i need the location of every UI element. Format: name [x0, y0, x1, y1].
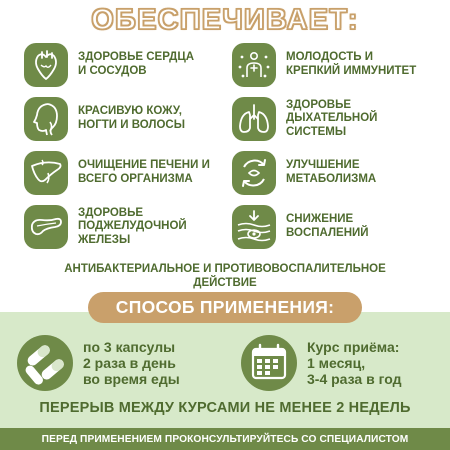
benefit-label: ОЧИЩЕНИЕ ПЕЧЕНИ И ВСЕГО ОРГАНИЗМА [78, 159, 210, 185]
youth-immunity-icon [232, 43, 276, 87]
benefit-inflammation [232, 205, 369, 249]
face-skin-icon [24, 97, 68, 141]
antibacterial-note: АНТИБАКТЕРИАЛЬНОЕ И ПРОТИВОВОСПАЛИТЕЛЬНОЕ ДЕЙСТВИЕ [64, 263, 386, 290]
lungs-icon [232, 97, 276, 141]
calendar-icon [240, 334, 298, 392]
benefit-label: ЗДОРОВЬЕ ПОДЖЕЛУДОЧНОЙ ЖЕЛЕЗЫ [78, 206, 187, 246]
benefit-label: МОЛОДОСТЬ И КРЕПКИЙ ИММУНИТЕТ [286, 51, 417, 77]
usage-course [240, 334, 401, 392]
benefit-label: СНИЖЕНИЕ ВОСПАЛЕНИЙ [286, 213, 369, 239]
method-title: СПОСОБ ПРИМЕНЕНИЯ: [115, 297, 335, 317]
benefit-metabolism [232, 151, 376, 195]
usage-dosage [16, 334, 180, 392]
benefit-liver [24, 151, 210, 195]
benefit-label: ЗДОРОВЬЕ ДЫХАТЕЛЬНОЙ СИСТЕМЫ [286, 98, 378, 138]
benefit-label: УЛУЧШЕНИЕ МЕТАБОЛИЗМА [286, 159, 377, 185]
footer-warning [0, 428, 450, 450]
inflammation-icon [232, 205, 276, 249]
benefit-label: ЗДОРОВЬЕ СЕРДЦА И СОСУДОВ [78, 51, 195, 77]
benefit-skin [24, 97, 185, 141]
page-title: ОБЕСПЕЧИВАЕТ: [91, 4, 359, 36]
metabolism-icon [232, 151, 276, 195]
benefit-lungs [232, 97, 377, 141]
pancreas-icon [24, 205, 68, 249]
heart-icon [24, 43, 68, 87]
method-title-badge [88, 292, 362, 323]
benefit-label: КРАСИВУЮ КОЖУ, НОГТИ И ВОЛОСЫ [78, 105, 185, 131]
benefit-pancreas [24, 205, 187, 249]
footer-text: ПЕРЕД ПРИМЕНЕНИЕМ ПРОКОНСУЛЬТИРУЙТЕСЬ СО СПЕЦИАЛИСТОМ [41, 433, 409, 445]
capsules-icon [16, 334, 74, 392]
benefit-youth-immunity [232, 43, 416, 87]
benefit-heart [24, 43, 194, 87]
dosage-text: по 3 капсулы 2 раза в день во время еды [83, 338, 180, 388]
liver-icon [24, 151, 68, 195]
course-text: Курс приёма: 1 месяц, 3-4 раза в год [307, 338, 402, 388]
break-note: ПЕРЕРЫВ МЕЖДУ КУРСАМИ НЕ МЕНЕЕ 2 НЕДЕЛЬ [39, 400, 411, 416]
